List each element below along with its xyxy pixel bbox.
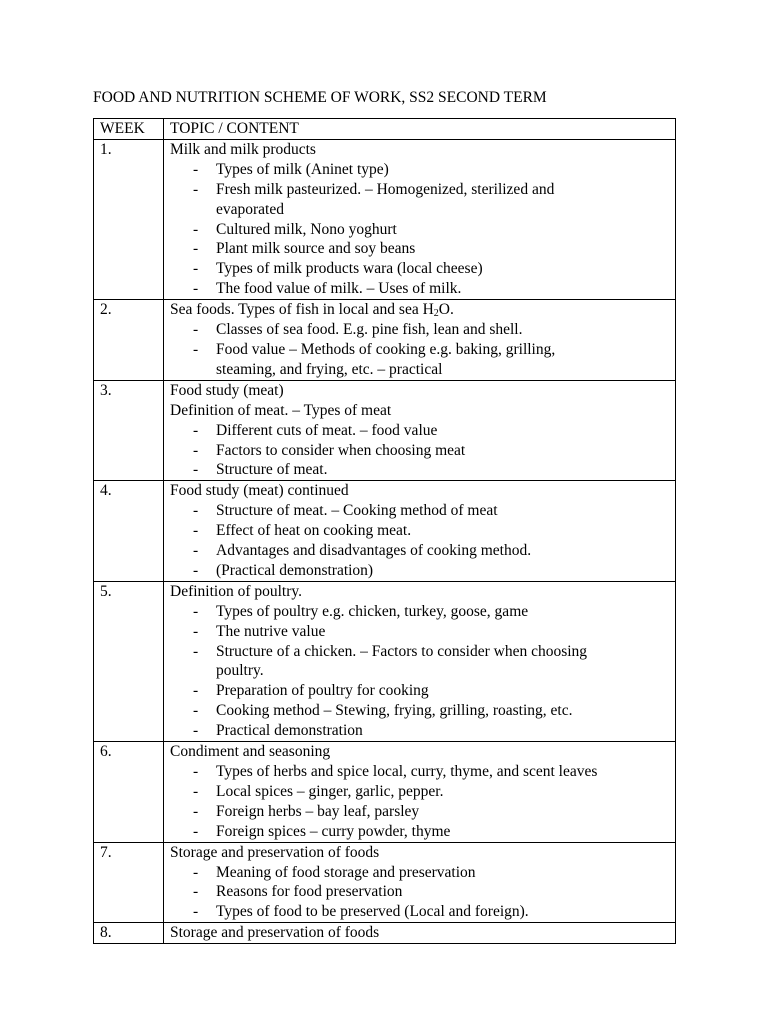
- list-item: [170, 822, 671, 842]
- table-header-row: [94, 119, 676, 140]
- list-item: [170, 160, 671, 180]
- table-row: [94, 742, 676, 843]
- list-item-text: - Types of milk products wara (local cheese): [216, 260, 483, 278]
- topic-heading: Milk and milk products: [170, 140, 316, 158]
- table-row: [94, 923, 676, 944]
- list-item-text: - Cultured milk, Nono yoghurt: [216, 220, 397, 238]
- list-item-text: - Factors to consider when choosing meat: [216, 441, 466, 459]
- list-item: [170, 782, 671, 802]
- week-column-header: WEEK: [94, 119, 164, 140]
- list-item-text: - Reasons for food preservation: [216, 883, 403, 901]
- content-list: [170, 421, 671, 481]
- table-row: [94, 581, 676, 741]
- topic-heading: Food study (meat): [170, 381, 284, 399]
- list-item: [170, 802, 671, 822]
- list-item: [170, 521, 671, 541]
- list-item-text: - Types of poultry e.g. chicken, turkey, goose, game: [216, 602, 529, 620]
- table-row: [94, 300, 676, 381]
- list-item: [170, 681, 671, 701]
- list-item: [170, 642, 671, 682]
- list-item-text: - Foreign spices – curry powder, thyme: [216, 822, 451, 840]
- list-item-text: - Types of food to be preserved (Local and foreign).: [216, 903, 529, 921]
- list-item-text: - Classes of sea food. E.g. pine fish, lean and shell.: [216, 321, 523, 339]
- list-item-text: - Preparation of poultry for cooking: [216, 682, 429, 700]
- table-row: [94, 139, 676, 299]
- week-number: 3.: [94, 380, 164, 481]
- list-item-text: - Practical demonstration: [216, 722, 363, 740]
- list-item-text: - Structure of meat.: [216, 461, 328, 479]
- topic-heading: Definition of poultry.: [170, 582, 303, 600]
- topic-text: O.: [438, 301, 454, 319]
- subscript: 2: [433, 308, 439, 320]
- week-number: 4.: [94, 481, 164, 582]
- table-row: [94, 842, 676, 923]
- document-title: FOOD AND NUTRITION SCHEME OF WORK, SS2 SECOND TERM: [93, 89, 547, 106]
- list-item: [170, 460, 671, 480]
- list-item: [170, 279, 671, 299]
- list-item: [170, 421, 671, 441]
- list-item-text: - Different cuts of meat. – food value: [216, 421, 438, 439]
- list-item: [170, 762, 671, 782]
- topic-heading: Food study (meat) continued: [170, 482, 349, 500]
- topic-content: [164, 581, 676, 741]
- list-item: [170, 239, 671, 259]
- topic-content: [164, 481, 676, 582]
- list-item: [170, 180, 671, 220]
- list-item-text: - Local spices – ginger, garlic, pepper.: [216, 782, 444, 800]
- content-list: [170, 863, 671, 923]
- list-item: [170, 220, 671, 240]
- list-item-text: - Plant milk source and soy beans: [216, 240, 416, 258]
- topic-column-header: TOPIC / CONTENT: [164, 119, 676, 140]
- list-item-text: - Structure of meat. – Cooking method of meat: [216, 502, 498, 520]
- list-item: [170, 602, 671, 622]
- topic-subheading: Definition of meat. – Types of meat: [170, 401, 392, 419]
- list-item: [170, 701, 671, 721]
- topic-text: Sea foods. Types of fish in local and sea H: [170, 301, 434, 319]
- topic-content: [164, 842, 676, 923]
- list-item-text: - Effect of heat on cooking meat.: [216, 522, 412, 540]
- topic-content: [164, 380, 676, 481]
- week-number: 6.: [94, 742, 164, 843]
- table-row: [94, 380, 676, 481]
- list-item-text: - Meaning of food storage and preservation: [216, 863, 476, 881]
- week-number: 8.: [94, 923, 164, 944]
- list-item-text: - Structure of a chicken. – Factors to consider when choosing: [216, 642, 588, 660]
- list-item-text: - Foreign herbs – bay leaf, parsley: [216, 802, 420, 820]
- content-list: [170, 501, 671, 581]
- list-item: [170, 561, 671, 581]
- topic-heading: Storage and preservation of foods: [170, 843, 380, 861]
- list-item: [170, 863, 671, 883]
- week-number: 7.: [94, 842, 164, 923]
- list-item: [170, 721, 671, 741]
- content-list: [170, 320, 671, 380]
- scheme-of-work-table: [93, 118, 676, 944]
- list-item: [170, 882, 671, 902]
- list-item-text: poultry.: [216, 662, 264, 680]
- topic-heading: Storage and preservation of foods: [170, 924, 380, 942]
- content-list: [170, 762, 671, 842]
- list-item-text: - Types of milk (Aninet type): [216, 160, 389, 178]
- week-number: 5.: [94, 581, 164, 741]
- list-item: [170, 501, 671, 521]
- list-item-text: - The food value of milk. – Uses of milk.: [216, 280, 462, 298]
- list-item-text: - Fresh milk pasteurized. – Homogenized, sterilized and: [216, 180, 555, 198]
- list-item-text: evaporated: [216, 200, 284, 218]
- week-number: 2.: [94, 300, 164, 381]
- list-item-text: - (Practical demonstration): [216, 561, 374, 579]
- list-item-text: - Cooking method – Stewing, frying, grilling, roasting, etc.: [216, 702, 573, 720]
- list-item: [170, 340, 671, 380]
- list-item-text: - Types of herbs and spice local, curry, thyme, and scent leaves: [216, 763, 598, 780]
- topic-heading: [170, 300, 671, 320]
- topic-content: [164, 742, 676, 843]
- content-list: [170, 160, 671, 299]
- list-item: [170, 622, 671, 642]
- list-item-text: - Advantages and disadvantages of cooking method.: [216, 542, 532, 560]
- list-item: [170, 902, 671, 922]
- list-item-text: steaming, and frying, etc. – practical: [216, 360, 443, 378]
- list-item-text: - The nutrive value: [216, 622, 326, 640]
- list-item: [170, 541, 671, 561]
- table-body: [94, 139, 676, 943]
- topic-content: [164, 300, 676, 381]
- table-row: [94, 481, 676, 582]
- list-item: [170, 259, 671, 279]
- list-item: [170, 441, 671, 461]
- list-item: [170, 320, 671, 340]
- content-list: [170, 602, 671, 741]
- week-number: 1.: [94, 139, 164, 299]
- list-item-text: - Food value – Methods of cooking e.g. baking, grilling,: [216, 340, 556, 358]
- topic-content: [164, 139, 676, 299]
- topic-content: [164, 923, 676, 944]
- topic-heading: Condiment and seasoning: [170, 743, 331, 761]
